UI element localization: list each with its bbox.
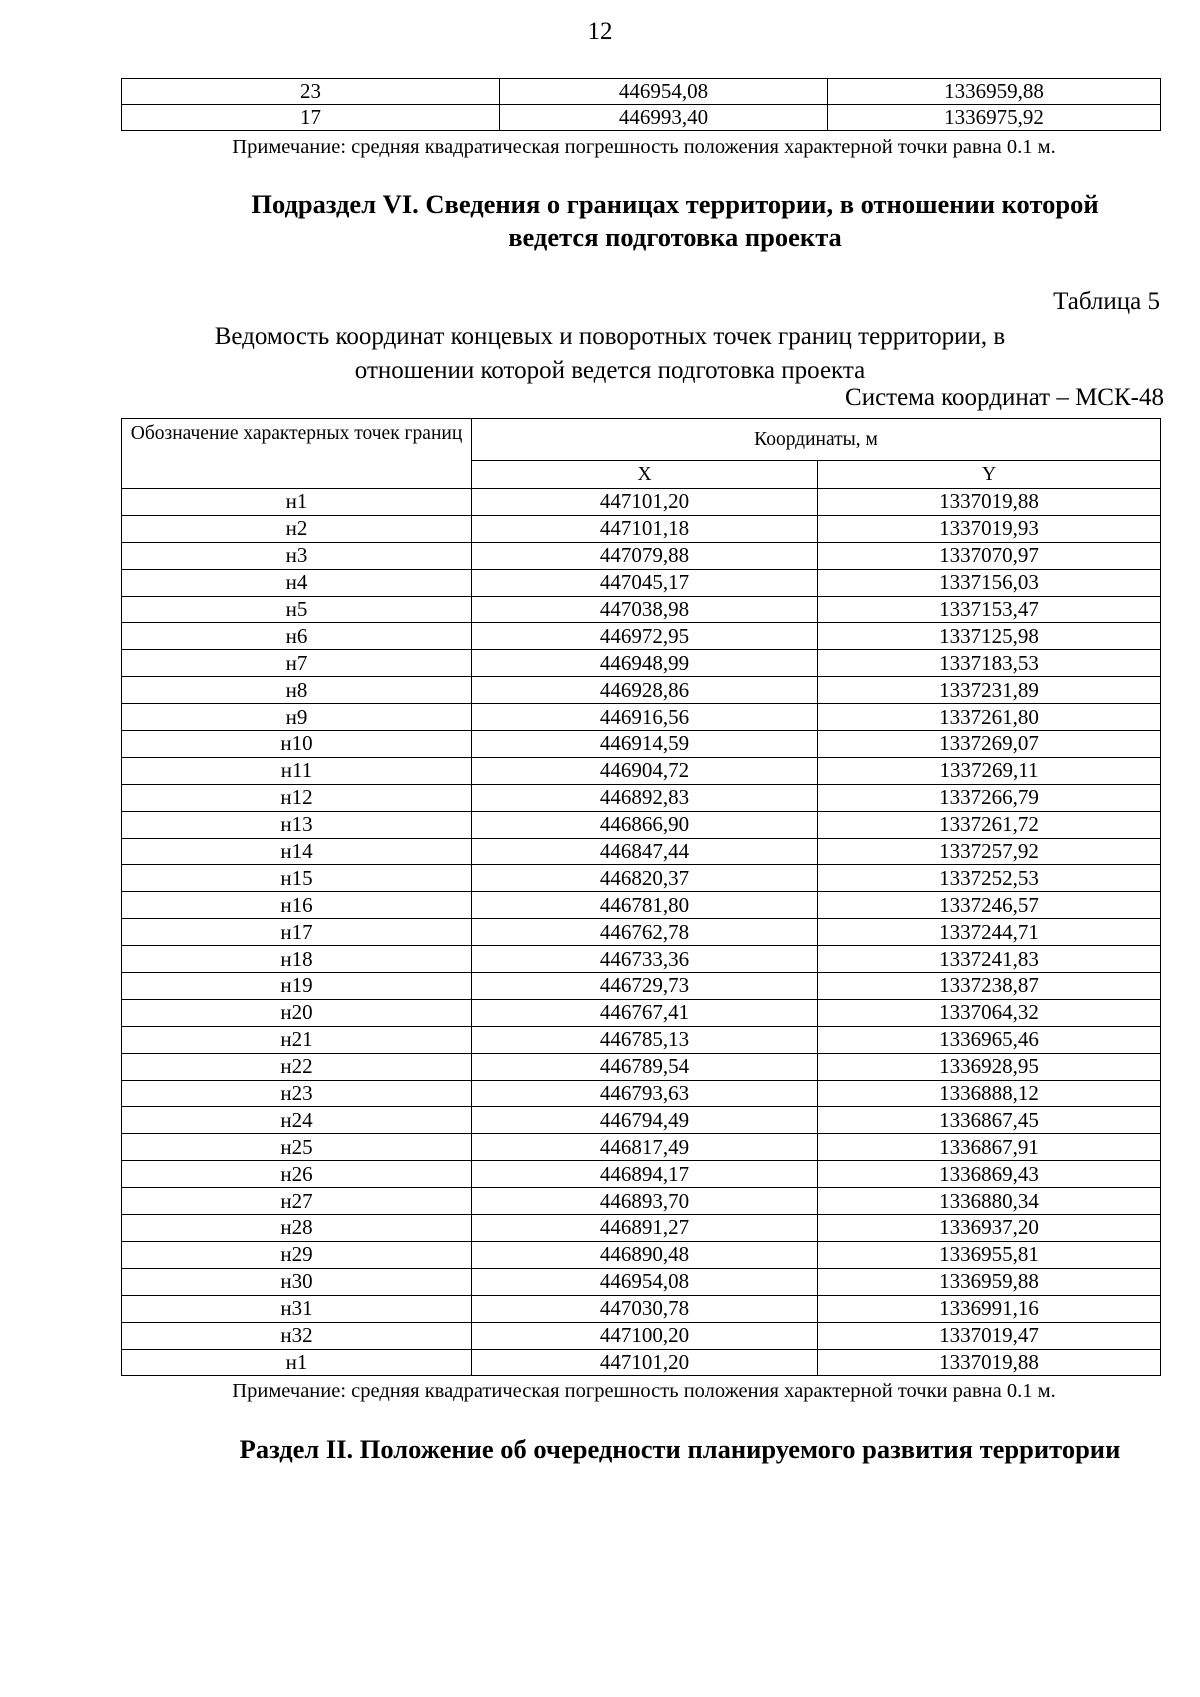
- point-cell: н28: [122, 1215, 472, 1242]
- point-cell: н16: [122, 892, 472, 919]
- x-cell: 447045,17: [472, 569, 818, 596]
- x-cell: 446993,40: [500, 105, 828, 131]
- section-title: Раздел II. Положение об очередности планируемого развития территории: [239, 1434, 1121, 1464]
- table-row: [122, 677, 1161, 704]
- table-row: [122, 919, 1161, 946]
- point-cell: н26: [122, 1161, 472, 1188]
- point-cell: н10: [122, 731, 472, 758]
- point-cell: 17: [122, 105, 500, 131]
- x-cell: 446866,90: [472, 811, 818, 838]
- x-cell: 446847,44: [472, 838, 818, 865]
- x-cell: 446890,48: [472, 1241, 818, 1268]
- y-cell: 1337241,83: [818, 946, 1161, 973]
- y-cell: 1337019,93: [818, 515, 1161, 542]
- y-cell: 1337244,71: [818, 919, 1161, 946]
- y-cell: 1337156,03: [818, 569, 1161, 596]
- y-cell: 1337269,11: [818, 757, 1161, 784]
- table-row: [122, 946, 1161, 973]
- x-cell: 446904,72: [472, 757, 818, 784]
- point-cell: н22: [122, 1053, 472, 1080]
- x-cell: 446793,63: [472, 1080, 818, 1107]
- subsection-title-line-2: ведется подготовка проекта: [508, 222, 842, 252]
- header-x: X: [472, 461, 818, 489]
- point-cell: н3: [122, 542, 472, 569]
- point-cell: н24: [122, 1107, 472, 1134]
- point-cell: н1: [122, 489, 472, 516]
- table-row: [122, 1241, 1161, 1268]
- point-cell: н14: [122, 838, 472, 865]
- point-cell: н27: [122, 1188, 472, 1215]
- x-cell: 446817,49: [472, 1134, 818, 1161]
- header-points: Обозначение характерных точек границ: [122, 419, 472, 489]
- point-cell: н13: [122, 811, 472, 838]
- table-row: [122, 1295, 1161, 1322]
- table-row: [122, 596, 1161, 623]
- table-row: [122, 1134, 1161, 1161]
- x-cell: 446928,86: [472, 677, 818, 704]
- y-cell: 1336937,20: [818, 1215, 1161, 1242]
- table-row: [122, 79, 1161, 105]
- x-cell: 446954,08: [472, 1268, 818, 1295]
- table-row: [122, 489, 1161, 516]
- table-row: [122, 1349, 1161, 1376]
- table-caption-line-2: отношении которой ведется подготовка проекта: [354, 357, 866, 384]
- x-cell: 446820,37: [472, 865, 818, 892]
- point-cell: н32: [122, 1322, 472, 1349]
- table-row: [122, 704, 1161, 731]
- coordinate-system: Система координат – МСК-48: [845, 384, 1164, 411]
- y-cell: 1337261,72: [818, 811, 1161, 838]
- point-cell: н25: [122, 1134, 472, 1161]
- point-cell: н9: [122, 704, 472, 731]
- point-cell: н4: [122, 569, 472, 596]
- subsection-title: [200, 188, 1150, 254]
- accuracy-note-2: Примечание: средняя квадратическая погрешность положения характерной точки равна 0.1 м.: [232, 1380, 1056, 1402]
- point-cell: н29: [122, 1241, 472, 1268]
- point-cell: н30: [122, 1268, 472, 1295]
- x-cell: 446972,95: [472, 623, 818, 650]
- y-cell: 1336928,95: [818, 1053, 1161, 1080]
- point-cell: н8: [122, 677, 472, 704]
- table-row: [122, 1080, 1161, 1107]
- y-cell: 1336959,88: [818, 1268, 1161, 1295]
- point-cell: н1: [122, 1349, 472, 1376]
- table-row: [122, 650, 1161, 677]
- point-cell: н7: [122, 650, 472, 677]
- x-cell: 447038,98: [472, 596, 818, 623]
- x-cell: 446729,73: [472, 973, 818, 1000]
- accuracy-note: Примечание: средняя квадратическая погрешность положения характерной точки равна 0.1 м.: [232, 136, 1056, 158]
- y-cell: 1336959,88: [828, 79, 1161, 105]
- header-y: Y: [818, 461, 1161, 489]
- table-row: [122, 542, 1161, 569]
- table-row: [122, 515, 1161, 542]
- x-cell: 446916,56: [472, 704, 818, 731]
- subsection-title-line-1: Подраздел VI. Сведения о границах территории, в отношении которой: [251, 189, 1099, 219]
- y-cell: 1337266,79: [818, 784, 1161, 811]
- point-cell: н11: [122, 757, 472, 784]
- y-cell: 1336867,91: [818, 1134, 1161, 1161]
- table-row: [122, 731, 1161, 758]
- point-cell: н5: [122, 596, 472, 623]
- page-number: 12: [587, 18, 613, 45]
- y-cell: 1337153,47: [818, 596, 1161, 623]
- y-cell: 1337064,32: [818, 999, 1161, 1026]
- x-cell: 446894,17: [472, 1161, 818, 1188]
- table-row: [122, 1188, 1161, 1215]
- table-row: [122, 1107, 1161, 1134]
- table-row: [122, 973, 1161, 1000]
- y-cell: 1337183,53: [818, 650, 1161, 677]
- table-row: [122, 865, 1161, 892]
- point-cell: н19: [122, 973, 472, 1000]
- x-cell: 446893,70: [472, 1188, 818, 1215]
- y-cell: 1336880,34: [818, 1188, 1161, 1215]
- x-cell: 446794,49: [472, 1107, 818, 1134]
- table-label: Таблица 5: [1053, 288, 1160, 315]
- y-cell: 1337261,80: [818, 704, 1161, 731]
- x-cell: 446789,54: [472, 1053, 818, 1080]
- table-row: [122, 999, 1161, 1026]
- y-cell: 1336869,43: [818, 1161, 1161, 1188]
- table-row: [122, 105, 1161, 131]
- y-cell: 1337019,88: [818, 489, 1161, 516]
- y-cell: 1337070,97: [818, 542, 1161, 569]
- y-cell: 1336867,45: [818, 1107, 1161, 1134]
- point-cell: н17: [122, 919, 472, 946]
- y-cell: 1337257,92: [818, 838, 1161, 865]
- x-cell: 446733,36: [472, 946, 818, 973]
- table-row: [122, 623, 1161, 650]
- point-cell: н12: [122, 784, 472, 811]
- y-cell: 1336975,92: [828, 105, 1161, 131]
- table-row: [122, 757, 1161, 784]
- x-cell: 446891,27: [472, 1215, 818, 1242]
- y-cell: 1336991,16: [818, 1295, 1161, 1322]
- y-cell: 1337238,87: [818, 973, 1161, 1000]
- table-row: [122, 1215, 1161, 1242]
- y-cell: 1337231,89: [818, 677, 1161, 704]
- table-row: [122, 1322, 1161, 1349]
- y-cell: 1337269,07: [818, 731, 1161, 758]
- table-row: [122, 784, 1161, 811]
- point-cell: н31: [122, 1295, 472, 1322]
- x-cell: 446762,78: [472, 919, 818, 946]
- table-row: [122, 892, 1161, 919]
- table-row: [122, 1268, 1161, 1295]
- y-cell: 1337019,88: [818, 1349, 1161, 1376]
- point-cell: н21: [122, 1026, 472, 1053]
- x-cell: 446948,99: [472, 650, 818, 677]
- point-cell: н18: [122, 946, 472, 973]
- header-coordinates: Координаты, м: [472, 419, 1161, 461]
- x-cell: 446781,80: [472, 892, 818, 919]
- x-cell: 447079,88: [472, 542, 818, 569]
- point-cell: н6: [122, 623, 472, 650]
- table-caption: [150, 320, 1070, 388]
- point-cell: н20: [122, 999, 472, 1026]
- table-row: [122, 838, 1161, 865]
- y-cell: 1337252,53: [818, 865, 1161, 892]
- y-cell: 1336888,12: [818, 1080, 1161, 1107]
- table-row: [122, 811, 1161, 838]
- table-row: [122, 569, 1161, 596]
- y-cell: 1336955,81: [818, 1241, 1161, 1268]
- table-row: [122, 1026, 1161, 1053]
- x-cell: 447100,20: [472, 1322, 818, 1349]
- x-cell: 446785,13: [472, 1026, 818, 1053]
- point-cell: н15: [122, 865, 472, 892]
- table-row: [122, 1161, 1161, 1188]
- table-row: [122, 1053, 1161, 1080]
- x-cell: 447101,20: [472, 489, 818, 516]
- x-cell: 446954,08: [500, 79, 828, 105]
- x-cell: 447030,78: [472, 1295, 818, 1322]
- x-cell: 447101,18: [472, 515, 818, 542]
- y-cell: 1337246,57: [818, 892, 1161, 919]
- point-cell: н23: [122, 1080, 472, 1107]
- table-caption-line-1: Ведомость координат концевых и поворотных точек границ территории, в: [214, 323, 1006, 350]
- continued-coordinates-table: [121, 78, 1161, 131]
- x-cell: 446767,41: [472, 999, 818, 1026]
- y-cell: 1337019,47: [818, 1322, 1161, 1349]
- point-cell: 23: [122, 79, 500, 105]
- y-cell: 1336965,46: [818, 1026, 1161, 1053]
- x-cell: 447101,20: [472, 1349, 818, 1376]
- boundary-coordinates-table: [121, 418, 1161, 1376]
- point-cell: н2: [122, 515, 472, 542]
- x-cell: 446914,59: [472, 731, 818, 758]
- y-cell: 1337125,98: [818, 623, 1161, 650]
- x-cell: 446892,83: [472, 784, 818, 811]
